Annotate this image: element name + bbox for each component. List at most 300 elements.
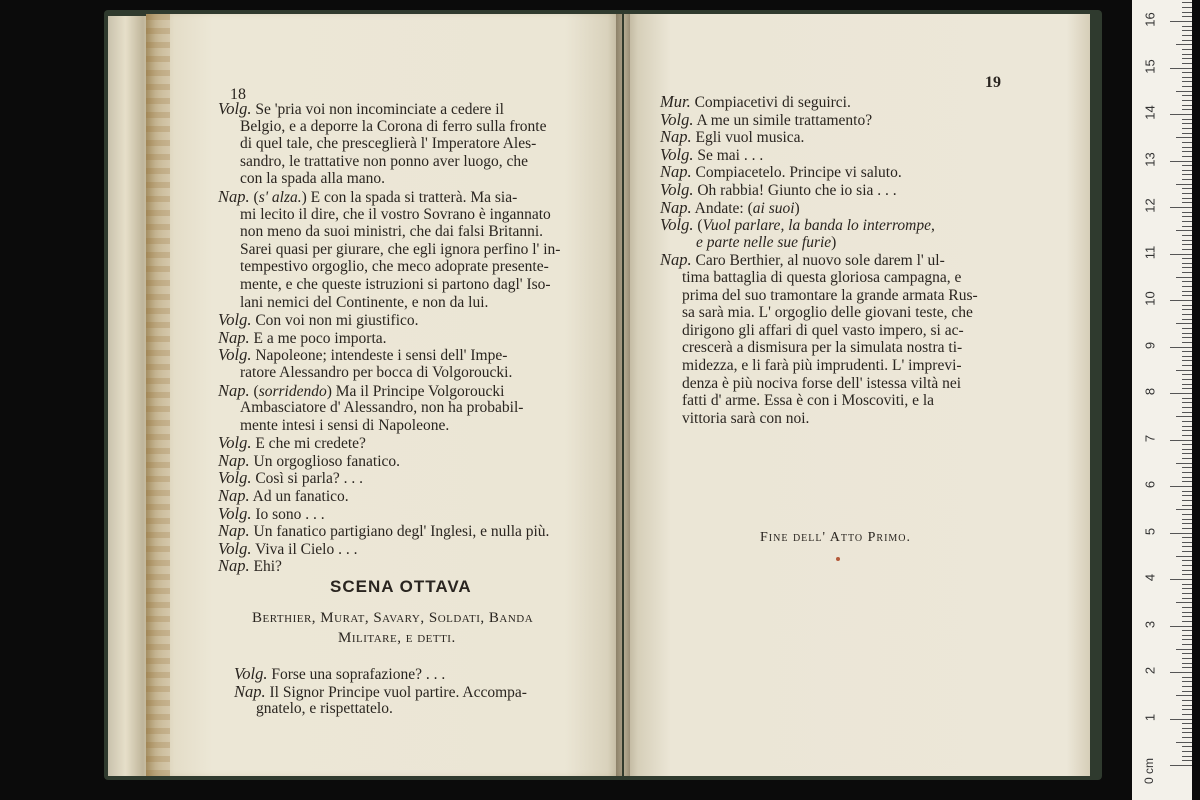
text-fragment: Napoleone; intendeste i sensi dell' Impe-: [251, 347, 508, 365]
ruler-tick: [1182, 309, 1192, 310]
text-fragment: Oh rabbia! Giunto che io sia . . .: [693, 181, 897, 199]
text-fragment: ): [794, 199, 800, 217]
ruler-tick: [1182, 537, 1192, 538]
ruler-tick: [1170, 719, 1192, 720]
ruler-tick: [1182, 77, 1192, 78]
ruler-tick: [1182, 35, 1192, 36]
text-fragment: ) E con la spada si tratterà. Ma sia-: [301, 188, 518, 206]
ruler-tick: [1176, 44, 1192, 45]
speaker-label: Nap.: [660, 250, 692, 270]
speaker-label: Volg.: [660, 215, 694, 235]
ruler-tick: [1182, 746, 1192, 747]
ruler-tick: [1182, 528, 1192, 529]
text-fragment: Sarei quasi per giurare, che egli ignora perfino l' in-: [240, 240, 561, 258]
text-line: [660, 269, 1070, 287]
stage-direction: ai suoi: [752, 199, 795, 217]
ruler-tick: [1182, 398, 1192, 399]
speaker-label: Nap.: [218, 556, 250, 576]
text-fragment: con la spada alla mano.: [240, 170, 386, 188]
ruler-tick: [1182, 570, 1192, 571]
ruler-tick: [1182, 2, 1192, 3]
ruler-tick: [1182, 109, 1192, 110]
text-fragment: A me un simile trattamento?: [693, 111, 873, 129]
ruler-tick: [1182, 449, 1192, 450]
ruler-tick: [1176, 277, 1192, 278]
ruler-tick: [1182, 105, 1192, 106]
text-fragment: (: [249, 382, 259, 400]
end-of-act-note: Fine dell' Atto Primo.: [760, 530, 912, 545]
book-gutter: [616, 14, 630, 776]
ruler-tick: [1182, 402, 1192, 403]
ruler-number: 6: [1142, 480, 1158, 489]
ruler-tick: [1182, 328, 1192, 329]
ruler-tick: [1182, 305, 1192, 306]
ruler-tick: [1176, 556, 1192, 557]
speaker-label: Volg.: [660, 179, 694, 199]
ruler-tick: [1182, 263, 1192, 264]
ruler-tick: [1170, 672, 1192, 673]
ruler-tick: [1182, 286, 1192, 287]
ruler-tick: [1182, 686, 1192, 687]
text-line: [218, 540, 608, 558]
ruler-tick: [1182, 607, 1192, 608]
ruler-tick: [1182, 258, 1192, 259]
text-fragment: crescerà a dismisura per la simulata nostra ti-: [682, 339, 963, 357]
text-line: [218, 434, 608, 452]
ruler-number: 14: [1142, 105, 1158, 120]
ruler-tick: [1182, 179, 1192, 180]
ruler-tick: [1182, 491, 1192, 492]
ruler-tick: [1182, 360, 1192, 361]
ruler-tick: [1182, 639, 1192, 640]
ruler-tick: [1182, 388, 1192, 389]
ruler-tick: [1182, 202, 1192, 203]
ruler-tick: [1182, 267, 1192, 268]
ruler-tick: [1182, 453, 1192, 454]
text-line: [218, 294, 608, 312]
ruler-tick: [1176, 323, 1192, 324]
ruler-tick: [1182, 551, 1192, 552]
ruler-tick: [1170, 114, 1192, 115]
ruler-tick: [1182, 198, 1192, 199]
speaker-label: Volg.: [218, 538, 252, 558]
ruler-tick: [1182, 663, 1192, 664]
ruler-tick: [1182, 616, 1192, 617]
ruler-tick: [1182, 342, 1192, 343]
ruler-tick: [1182, 714, 1192, 715]
ruler-tick: [1170, 254, 1192, 255]
text-fragment: non meno da suoi ministri, che dai falsi Britanni.: [240, 223, 544, 241]
scene-heading: SCENA OTTAVA: [330, 577, 472, 596]
speaker-label: Volg.: [218, 433, 252, 453]
text-line: [660, 304, 1070, 322]
text-line: [218, 364, 608, 382]
ruler-tick: [1170, 533, 1192, 534]
ruler-tick: [1182, 658, 1192, 659]
text-fragment: Ehi?: [249, 558, 282, 576]
text-fragment: Compiacetelo. Principe vi saluto.: [691, 164, 902, 182]
ruler-number: 9: [1142, 341, 1158, 349]
text-line: [660, 410, 1070, 428]
ruler-tick: [1182, 216, 1192, 217]
ruler-tick: [1182, 709, 1192, 710]
ruler-tick: [1182, 732, 1192, 733]
ruler-tick: [1176, 602, 1192, 603]
ruler-tick: [1182, 174, 1192, 175]
text-line: [218, 118, 608, 136]
page-foxing: [146, 14, 170, 776]
ruler-tick: [1170, 300, 1192, 301]
ruler-tick: [1182, 751, 1192, 752]
ruler-tick: [1182, 505, 1192, 506]
text-line: [660, 128, 1070, 146]
text-line: [660, 146, 1070, 164]
ruler-tick: [1182, 30, 1192, 31]
stage-direction: e parte nelle sue furie: [696, 233, 832, 251]
text-line: [218, 258, 608, 276]
ruler-number: 1: [1142, 713, 1158, 721]
speaker-label: Volg.: [218, 503, 252, 523]
left-page-text-after: [234, 665, 614, 718]
text-line: [660, 322, 1070, 340]
ruler-tick: [1170, 486, 1192, 487]
ruler-tick: [1182, 756, 1192, 757]
ruler-tick: [1182, 281, 1192, 282]
text-fragment: sa sarà mia. L' orgoglio delle giovani teste, che: [682, 304, 973, 322]
text-fragment: gnatelo, e rispettatelo.: [256, 700, 393, 718]
ruler-tick: [1182, 477, 1192, 478]
ruler-number: 2: [1142, 666, 1158, 675]
cast-line-1: Berthier, Murat, Savary, Soldati, Banda: [252, 610, 534, 626]
speaker-label: Nap.: [234, 681, 266, 701]
text-line: [234, 665, 614, 683]
text-line: [660, 181, 1070, 199]
ruler-tick: [1182, 151, 1192, 152]
ruler-tick: [1182, 379, 1192, 380]
ruler-tick: [1182, 523, 1192, 524]
ruler-number: 11: [1142, 245, 1158, 259]
text-fragment: Io sono . . .: [251, 505, 325, 523]
ruler-tick: [1182, 598, 1192, 599]
ruler-tick: [1182, 100, 1192, 101]
ruler-tick: [1176, 91, 1192, 92]
text-fragment: Il Signor Principe vuol partire. Accompa-: [265, 683, 527, 701]
speaker-label: Nap.: [218, 450, 250, 470]
ruler-tick: [1182, 407, 1192, 408]
ruler-tick: [1182, 374, 1192, 375]
text-fragment: (: [693, 217, 703, 235]
text-fragment: di quel tale, che presceglierà l' Imperatore Ales-: [240, 135, 537, 153]
ink-dot: [836, 557, 840, 561]
text-line: [218, 276, 608, 294]
text-fragment: mi lecito il dire, che il vostro Sovrano è ingannato: [240, 205, 551, 223]
ruler-tick: [1182, 49, 1192, 50]
ruler-tick: [1176, 509, 1192, 510]
text-line: [218, 469, 608, 487]
ruler-tick: [1182, 421, 1192, 422]
text-fragment: prima del suo tramontare la grande armata Rus-: [682, 286, 978, 304]
ruler-tick: [1182, 667, 1192, 668]
ruler-tick: [1182, 677, 1192, 678]
ruler-tick: [1182, 142, 1192, 143]
ruler-tick: [1182, 337, 1192, 338]
text-fragment: Un orgoglioso fanatico.: [249, 452, 401, 470]
ruler-tick: [1182, 705, 1192, 706]
ruler-tick: [1182, 430, 1192, 431]
text-line: [218, 170, 608, 188]
ruler-tick: [1182, 565, 1192, 566]
ruler-tick: [1170, 440, 1192, 441]
ruler-tick: [1182, 63, 1192, 64]
ruler-tick: [1182, 351, 1192, 352]
stage-direction: Vuol parlare, la banda lo interrompe,: [702, 217, 935, 235]
ruler-tick: [1176, 416, 1192, 417]
text-fragment: Se 'pria voi non incominciate a cedere il: [251, 101, 504, 118]
ruler-tick: [1182, 593, 1192, 594]
speaker-label: Nap.: [660, 127, 692, 147]
text-fragment: Egli vuol musica.: [691, 129, 805, 147]
ruler-tick: [1182, 72, 1192, 73]
text-fragment: Con voi non mi giustifico.: [251, 312, 419, 330]
ruler-tick: [1182, 630, 1192, 631]
ruler-tick: [1182, 737, 1192, 738]
ruler-number: 3: [1142, 620, 1158, 628]
text-line: [660, 163, 1070, 181]
ruler-tick: [1176, 742, 1192, 743]
ruler-tick: [1182, 644, 1192, 645]
text-fragment: midezza, e li farà più imprudenti. L' imprevi-: [682, 356, 962, 374]
text-fragment: Viva il Cielo . . .: [251, 540, 358, 558]
ruler-tick: [1182, 653, 1192, 654]
text-line: [218, 329, 608, 347]
text-line: [660, 392, 1070, 410]
ruler-tick: [1182, 193, 1192, 194]
ruler-tick: [1182, 86, 1192, 87]
ruler-tick: [1182, 635, 1192, 636]
ruler-tick: [1182, 519, 1192, 520]
text-fragment: Belgio, e a deporre la Corona di ferro sulla fronte: [240, 117, 547, 135]
ruler-tick: [1170, 21, 1192, 22]
ruler-tick: [1182, 221, 1192, 222]
ruler-tick: [1182, 472, 1192, 473]
text-fragment: Un fanatico partigiano degl' Inglesi, e nulla più.: [249, 523, 550, 541]
text-fragment: dirigono gli affari di quel vasto impero, si ac-: [682, 321, 964, 339]
text-fragment: tempestivo orgoglio, che meco adoprate presente-: [240, 258, 549, 276]
ruler-unit: 0 cm: [1142, 757, 1157, 785]
ruler-tick: [1182, 212, 1192, 213]
right-page-number: 19: [985, 74, 1001, 91]
text-fragment: ratore Alessandro per bocca di Volgoroucki.: [240, 363, 513, 381]
text-fragment: Caro Berthier, al nuovo sole darem l' ul-: [691, 252, 945, 270]
ruler-tick: [1182, 514, 1192, 515]
ruler-tick: [1182, 128, 1192, 129]
ruler-tick: [1182, 365, 1192, 366]
text-line: [660, 251, 1070, 269]
left-page-number: 18: [230, 86, 246, 103]
ruler-tick: [1182, 235, 1192, 236]
ruler-tick: [1182, 560, 1192, 561]
text-line: [234, 700, 614, 718]
ruler-number: 15: [1142, 58, 1158, 74]
text-line: [218, 505, 608, 523]
text-fragment: E a me poco importa.: [249, 329, 387, 347]
cast-line-2: Militare, e detti.: [338, 630, 456, 646]
ruler-tick: [1182, 123, 1192, 124]
text-line: [218, 135, 608, 153]
speaker-label: Nap.: [218, 186, 250, 206]
text-line: [660, 199, 1070, 217]
ruler-tick: [1170, 765, 1192, 766]
ruler-tick: [1182, 481, 1192, 482]
ruler-tick: [1182, 188, 1192, 189]
text-fragment: Ambasciatore d' Alessandro, non ha probabil-: [240, 399, 524, 417]
ruler-tick: [1182, 133, 1192, 134]
text-line: [218, 206, 608, 224]
ruler-tick: [1176, 137, 1192, 138]
speaker-label: Nap.: [660, 162, 692, 182]
ruler-tick: [1182, 147, 1192, 148]
ruler-tick: [1176, 695, 1192, 696]
text-line: [660, 234, 1070, 252]
ruler-tick: [1182, 760, 1192, 761]
speaker-label: Volg.: [218, 345, 252, 365]
text-line: [218, 399, 608, 417]
ruler-tick: [1176, 230, 1192, 231]
text-line: [218, 382, 608, 400]
speaker-label: Volg.: [218, 99, 252, 118]
text-line: [218, 223, 608, 241]
ruler-tick: [1182, 119, 1192, 120]
text-fragment: Così si parla? . . .: [251, 470, 363, 488]
text-fragment: sandro, le trattative non ponno aver luogo, che: [240, 152, 528, 170]
ruler-tick: [1182, 26, 1192, 27]
speaker-label: Nap.: [660, 197, 692, 217]
ruler-tick: [1176, 370, 1192, 371]
text-line: [660, 93, 1070, 111]
ruler-tick: [1182, 681, 1192, 682]
ruler-tick: [1176, 649, 1192, 650]
ruler-tick: [1182, 700, 1192, 701]
ruler-tick: [1170, 161, 1192, 162]
ruler-tick: [1182, 54, 1192, 55]
text-fragment: Forse una soprafazione? . . .: [267, 666, 446, 683]
ruler-number: 5: [1142, 527, 1158, 535]
ruler-tick: [1182, 249, 1192, 250]
ruler-tick: [1182, 435, 1192, 436]
ruler-tick: [1182, 12, 1192, 13]
speaker-label: Volg.: [234, 664, 268, 683]
text-fragment: vittoria sarà con noi.: [682, 409, 810, 427]
text-line: [218, 452, 608, 470]
ruler-tick: [1182, 314, 1192, 315]
measurement-ruler: [1132, 0, 1192, 800]
text-fragment: Compiacetivi di seguirci.: [690, 94, 851, 111]
ruler-tick: [1182, 58, 1192, 59]
text-fragment: (: [249, 188, 259, 206]
right-page-text: [660, 93, 1070, 427]
stage-direction: sorridendo: [258, 382, 327, 400]
ruler-tick: [1170, 68, 1192, 69]
text-line: [218, 153, 608, 171]
ruler-number: 7: [1142, 434, 1158, 442]
ruler-tick: [1182, 319, 1192, 320]
ruler-tick: [1182, 384, 1192, 385]
ruler-tick: [1182, 542, 1192, 543]
text-line: [234, 683, 614, 701]
ruler-tick: [1182, 356, 1192, 357]
ruler-number: 12: [1142, 198, 1158, 213]
ruler-tick: [1182, 16, 1192, 17]
ruler-tick: [1182, 272, 1192, 273]
ruler-tick: [1182, 500, 1192, 501]
speaker-label: Volg.: [660, 144, 694, 164]
text-fragment: ) Ma il Principe Volgoroucki: [326, 382, 505, 400]
speaker-label: Nap.: [218, 521, 250, 541]
ruler-tick: [1182, 165, 1192, 166]
ruler-tick: [1182, 574, 1192, 575]
ruler-tick: [1182, 170, 1192, 171]
text-line: [660, 216, 1070, 234]
text-fragment: mente, e che queste istruzioni si partono dagl' Iso-: [240, 275, 551, 293]
ruler-tick: [1182, 612, 1192, 613]
ruler-tick: [1182, 495, 1192, 496]
text-fragment: tima battaglia di questa gloriosa campagna, e: [682, 268, 962, 286]
ruler-tick: [1182, 226, 1192, 227]
text-fragment: lani nemici del Continente, e non da lui.: [240, 293, 489, 311]
speaker-label: Mur.: [660, 92, 691, 111]
text-line: [660, 339, 1070, 357]
speaker-label: Nap.: [218, 327, 250, 347]
text-line: [218, 487, 608, 505]
text-line: [660, 111, 1070, 129]
speaker-label: Nap.: [218, 380, 250, 400]
ruler-tick: [1170, 207, 1192, 208]
ruler-tick: [1182, 728, 1192, 729]
ruler-tick: [1182, 691, 1192, 692]
text-line: [218, 522, 608, 540]
ruler-tick: [1176, 184, 1192, 185]
ruler-number: 13: [1142, 151, 1158, 167]
ruler-number: 16: [1142, 12, 1158, 27]
text-line: [218, 311, 608, 329]
stage-direction: s' alza.: [258, 188, 302, 206]
text-line: [660, 357, 1070, 375]
text-line: [218, 557, 608, 575]
ruler-tick: [1182, 723, 1192, 724]
ruler-tick: [1182, 426, 1192, 427]
speaker-label: Volg.: [218, 468, 252, 488]
text-fragment: ): [831, 233, 837, 251]
ruler-tick: [1182, 291, 1192, 292]
speaker-label: Nap.: [218, 486, 250, 506]
ruler-tick: [1170, 626, 1192, 627]
ruler-tick: [1182, 458, 1192, 459]
ruler-tick: [1182, 467, 1192, 468]
text-fragment: Se mai . . .: [693, 146, 764, 164]
text-fragment: Andate: (: [691, 199, 753, 217]
ruler-number: 10: [1142, 291, 1158, 306]
ruler-tick: [1182, 621, 1192, 622]
ruler-tick: [1170, 393, 1192, 394]
ruler-tick: [1182, 295, 1192, 296]
ruler-tick: [1170, 347, 1192, 348]
left-page-text: [218, 100, 608, 575]
text-fragment: E che mi credete?: [251, 435, 366, 453]
text-fragment: Ad un fanatico.: [249, 488, 349, 506]
text-line: [218, 417, 608, 435]
ruler-number: 4: [1142, 573, 1158, 582]
text-fragment: denza è più nociva forse dell' istessa viltà nei: [682, 374, 962, 392]
